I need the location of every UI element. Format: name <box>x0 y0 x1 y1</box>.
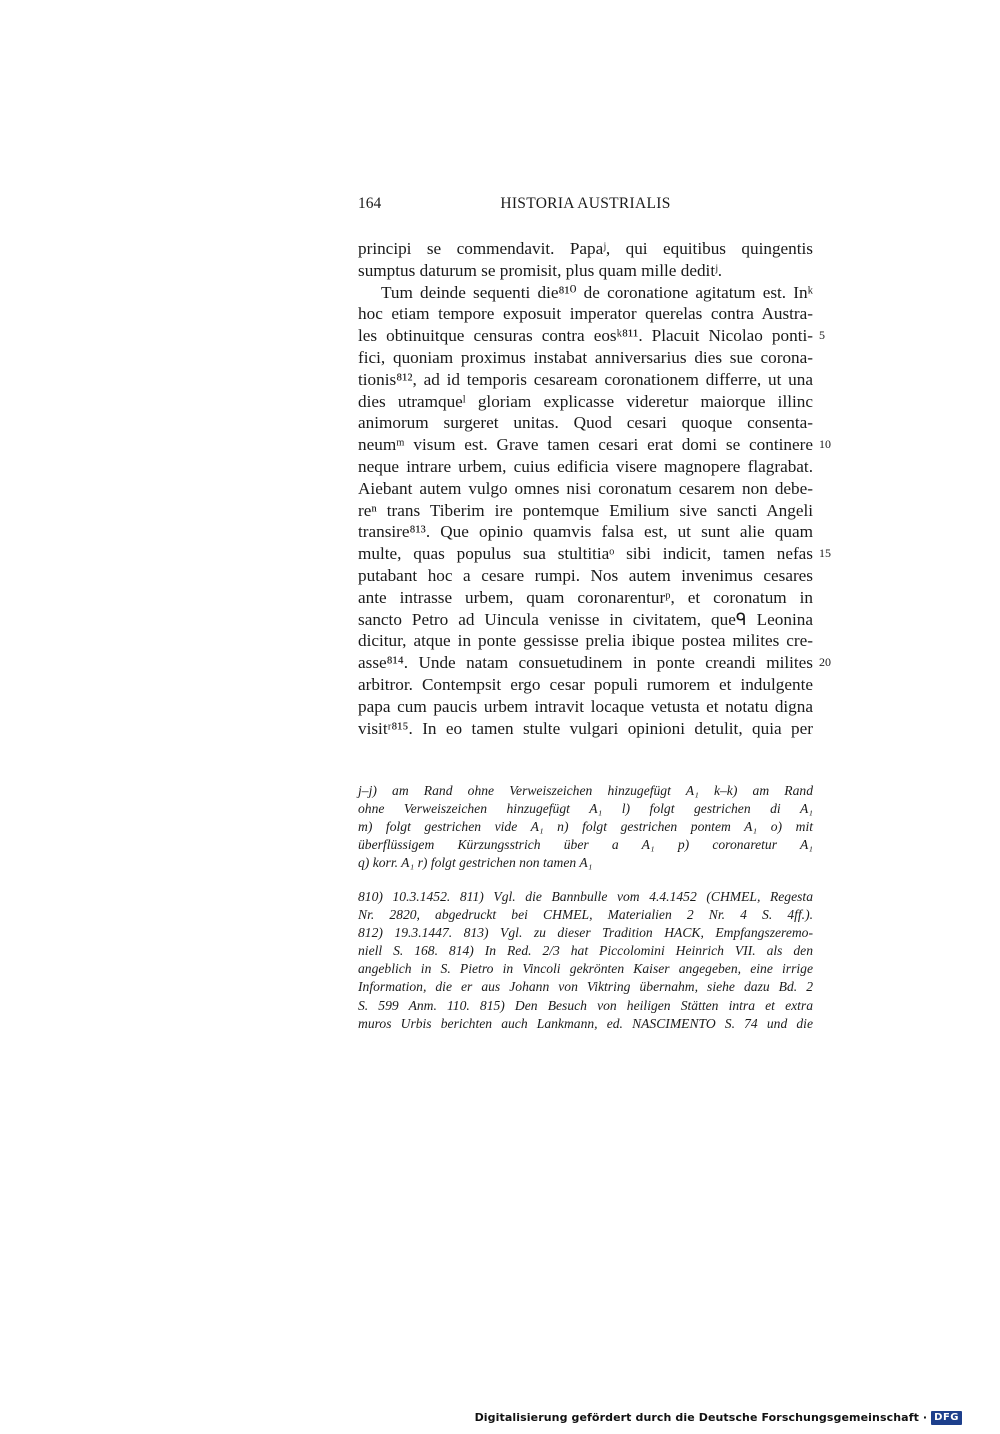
text-line: neque intrare urbem, cuius edificia visere magnopere flagrabat. <box>358 456 813 476</box>
dfg-logo-icon: DFG <box>931 1411 962 1425</box>
text-line: sancto Petro ad Uincula venisse in civitatem, queᑫ Leonina <box>358 609 813 629</box>
text-line: animorum surgeret unitas. Quod cesari quoque consenta- <box>358 413 813 433</box>
apparatus-line: überflüssigem Kürzungsstrich über a A₁ p) coronaretur A₁ <box>358 837 813 853</box>
apparatus-line: m) folgt gestrichen vide A₁ n) folgt gestrichen pontem A₁ o) mit <box>358 819 813 835</box>
note-line: angeblich in S. Pietro in Vincoli gekrönten Kaiser angegeben, eine irrige <box>358 961 813 977</box>
apparatus-line: ohne Verweiszeichen hinzugefügt A₁ l) folgt gestrichen di A₁ <box>358 801 813 817</box>
text-line: dicitur, atque in ponte gessisse prelia ibique postea milites cre- <box>358 631 813 651</box>
text-line: neumᵐ visum est. Grave tamen cesari erat domi se continere <box>358 435 813 455</box>
text-line: arbitror. Contempsit ergo cesar populi rumorem et indulgente <box>358 674 813 694</box>
critical-apparatus <box>358 782 813 872</box>
text-line: les obtinuitque censuras contra eosᵏ⁸¹¹. Placuit Nicolao ponti- <box>358 326 813 346</box>
text-line: principi se commendavit. Papaʲ, qui equitibus quingentis <box>358 239 813 258</box>
line-number: 5 <box>819 328 825 343</box>
note-line: Nr. 2820, abgedruckt bei CHMEL, Materialien 2 Nr. 4 S. 4ff.). <box>358 907 813 923</box>
text-line: ante intrasse urbem, quam coronarenturᵖ, et coronatum in <box>358 587 813 607</box>
text-line: hoc etiam tempore exposuit imperator querelas contra Austra- <box>358 304 813 324</box>
apparatus-line: q) korr. A₁ r) folgt gestrichen non tamen A₁ <box>358 855 593 871</box>
text-line: putabant hoc a cesare rumpi. Nos autem invenimus cesares <box>358 565 813 585</box>
text-line: visitʳ⁸¹⁵. In eo tamen stulte vulgari opinioni detulit, quia per <box>358 718 813 738</box>
funding-notice: Digitalisierung gefördert durch die Deutsche Forschungsgemeinschaft · <box>474 1411 928 1424</box>
page-number: 164 <box>358 195 382 212</box>
note-line: 810) 10.3.1452. 811) Vgl. die Bannbulle vom 4.4.1452 (CHMEL, Regesta <box>358 889 813 904</box>
line-number: 20 <box>819 655 831 670</box>
text-line: tionis⁸¹², ad id temporis cesaream coronationem differre, ut una <box>358 369 813 389</box>
note-line: niell S. 168. 814) In Red. 2/3 hat Piccolomini Heinrich VII. als den <box>358 943 813 959</box>
note-line: muros Urbis berichten auch Lankmann, ed. NASCIMENTO S. 74 und die <box>358 1015 813 1031</box>
text-line: asse⁸¹⁴. Unde natam consuetudinem in ponte creandi milites <box>358 653 813 673</box>
funding-footer <box>475 1408 962 1428</box>
line-number: 10 <box>819 437 831 452</box>
text-line: Aiebant autem vulgo omnes nisi coronatum cesarem non debe- <box>358 478 813 498</box>
apparatus-line: j–j) am Rand ohne Verweiszeichen hinzugefügt A₁ k–k) am Rand <box>358 783 813 798</box>
line-number: 15 <box>819 546 831 561</box>
note-line: S. 599 Anm. 110. 815) Den Besuch von heiligen Stätten intra et extra <box>358 997 813 1013</box>
historical-notes <box>358 888 813 1033</box>
running-title: HISTORIA AUSTRIALIS <box>500 195 671 212</box>
text-line: fici, quoniam proximus instabat anniversarius dies sue corona- <box>358 347 813 367</box>
text-line: reⁿ trans Tiberim ire pontemque Emilium sive sancti Angeli <box>358 500 813 520</box>
note-line: 812) 19.3.1447. 813) Vgl. zu dieser Tradition HACK, Empfangszeremo- <box>358 925 813 941</box>
text-line: dies utramqueˡ gloriam explicasse videretur maiorque illinc <box>358 391 813 411</box>
text-line: transire⁸¹³. Que opinio quamvis falsa est, ut sunt alie quam <box>358 522 813 542</box>
main-text <box>358 238 831 739</box>
text-line: papa cum paucis urbem intravit locaque vetusta et notatu digna <box>358 696 813 716</box>
text-line: multe, quas populus sua stultitiaᵒ sibi indicit, tamen nefas <box>358 544 813 564</box>
text-line: Tum deinde sequenti die⁸¹⁰ de coronatione agitatum est. Inᵏ <box>381 282 813 302</box>
running-head <box>358 193 813 215</box>
note-line: Information, die er aus Johann von Viktring übernahm, siehe dazu Bd. 2 <box>358 979 813 995</box>
text-line: sumptus daturum se promisit, plus quam mille deditʲ. <box>358 260 723 280</box>
